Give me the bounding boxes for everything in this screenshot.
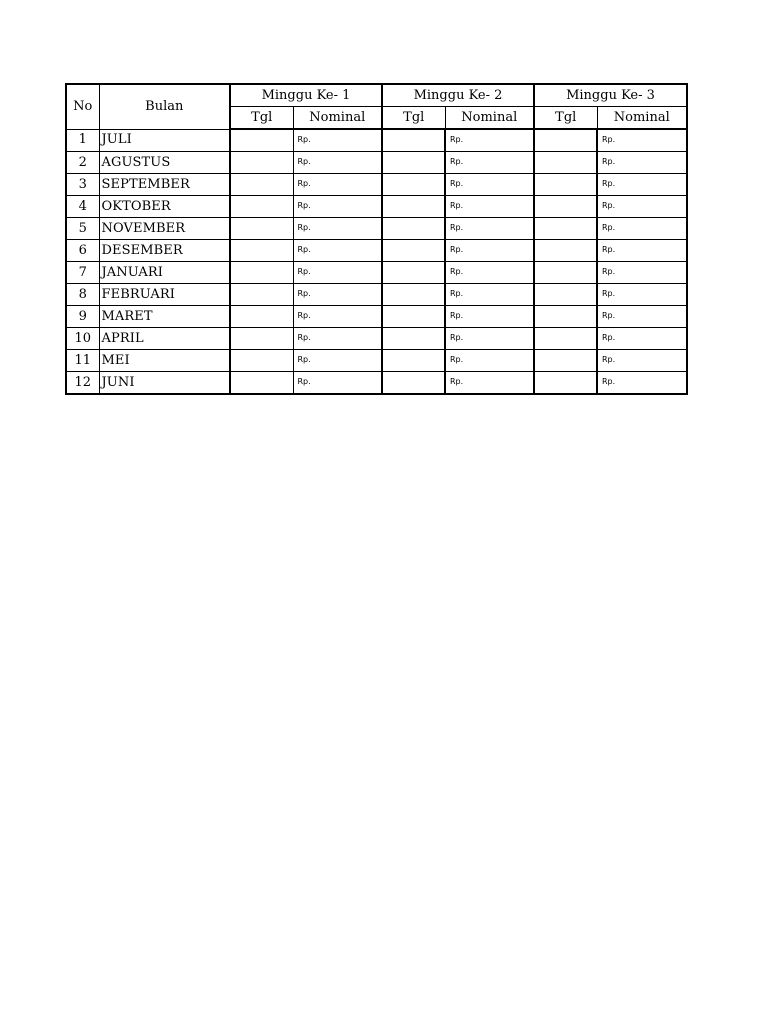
header-tgl-3: Tgl	[534, 107, 597, 130]
nominal-cell-week-2[interactable]	[445, 196, 534, 218]
nominal-cell-week-2[interactable]	[445, 328, 534, 350]
tgl-cell-week-3[interactable]	[534, 174, 597, 196]
tgl-cell-week-2[interactable]	[382, 284, 445, 306]
header-tgl-2: Tgl	[382, 107, 445, 130]
row-number: 9	[66, 306, 99, 328]
tgl-cell-week-1[interactable]	[230, 129, 293, 152]
currency-prefix: Rp.	[450, 245, 464, 254]
tgl-cell-week-1[interactable]	[230, 284, 293, 306]
nominal-cell-week-1[interactable]	[293, 174, 382, 196]
table-row	[66, 328, 687, 350]
nominal-cell-week-3[interactable]	[597, 196, 687, 218]
nominal-cell-week-2[interactable]	[445, 129, 534, 152]
header-no: No	[66, 84, 99, 129]
table-row	[66, 174, 687, 196]
nominal-cell-week-3[interactable]	[597, 218, 687, 240]
currency-prefix: Rp.	[297, 311, 311, 320]
currency-prefix: Rp.	[450, 267, 464, 276]
month-name: NOVEMBER	[99, 218, 230, 240]
currency-prefix: Rp.	[297, 179, 311, 188]
nominal-cell-week-1[interactable]	[293, 262, 382, 284]
nominal-cell-week-2[interactable]	[445, 152, 534, 174]
table-row	[66, 262, 687, 284]
currency-prefix: Rp.	[602, 201, 616, 210]
tgl-cell-week-1[interactable]	[230, 262, 293, 284]
nominal-cell-week-1[interactable]	[293, 129, 382, 152]
nominal-cell-week-3[interactable]	[597, 350, 687, 372]
table-row	[66, 350, 687, 372]
header-nominal-3: Nominal	[597, 107, 687, 130]
payment-sheet	[65, 83, 688, 395]
row-number: 8	[66, 284, 99, 306]
table-row	[66, 196, 687, 218]
nominal-cell-week-3[interactable]	[597, 284, 687, 306]
nominal-cell-week-3[interactable]	[597, 262, 687, 284]
tgl-cell-week-2[interactable]	[382, 152, 445, 174]
tgl-cell-week-2[interactable]	[382, 196, 445, 218]
tgl-cell-week-3[interactable]	[534, 306, 597, 328]
table-row	[66, 152, 687, 174]
tgl-cell-week-1[interactable]	[230, 218, 293, 240]
table-row	[66, 240, 687, 262]
nominal-cell-week-1[interactable]	[293, 306, 382, 328]
month-name: MEI	[99, 350, 230, 372]
currency-prefix: Rp.	[450, 311, 464, 320]
payment-table	[65, 83, 688, 395]
nominal-cell-week-1[interactable]	[293, 284, 382, 306]
tgl-cell-week-2[interactable]	[382, 218, 445, 240]
nominal-cell-week-3[interactable]	[597, 328, 687, 350]
tgl-cell-week-3[interactable]	[534, 262, 597, 284]
table-row	[66, 129, 687, 152]
tgl-cell-week-3[interactable]	[534, 372, 597, 395]
currency-prefix: Rp.	[602, 333, 616, 342]
nominal-cell-week-1[interactable]	[293, 152, 382, 174]
nominal-cell-week-1[interactable]	[293, 218, 382, 240]
month-name: OKTOBER	[99, 196, 230, 218]
nominal-cell-week-2[interactable]	[445, 372, 534, 395]
nominal-cell-week-2[interactable]	[445, 262, 534, 284]
currency-prefix: Rp.	[297, 377, 311, 386]
currency-prefix: Rp.	[602, 267, 616, 276]
header-week-2: Minggu Ke- 2	[382, 84, 534, 107]
currency-prefix: Rp.	[450, 223, 464, 232]
nominal-cell-week-3[interactable]	[597, 129, 687, 152]
header-nominal-1: Nominal	[293, 107, 382, 130]
tgl-cell-week-1[interactable]	[230, 328, 293, 350]
nominal-cell-week-2[interactable]	[445, 240, 534, 262]
tgl-cell-week-3[interactable]	[534, 284, 597, 306]
month-name: FEBRUARI	[99, 284, 230, 306]
row-number: 12	[66, 372, 99, 395]
row-number: 3	[66, 174, 99, 196]
month-name: JULI	[99, 129, 230, 152]
currency-prefix: Rp.	[297, 223, 311, 232]
currency-prefix: Rp.	[297, 135, 311, 144]
currency-prefix: Rp.	[450, 289, 464, 298]
currency-prefix: Rp.	[602, 245, 616, 254]
nominal-cell-week-3[interactable]	[597, 174, 687, 196]
currency-prefix: Rp.	[602, 355, 616, 364]
month-name: MARET	[99, 306, 230, 328]
row-number: 6	[66, 240, 99, 262]
month-name: JUNI	[99, 372, 230, 395]
nominal-cell-week-2[interactable]	[445, 284, 534, 306]
tgl-cell-week-2[interactable]	[382, 306, 445, 328]
tgl-cell-week-2[interactable]	[382, 129, 445, 152]
row-number: 10	[66, 328, 99, 350]
nominal-cell-week-2[interactable]	[445, 218, 534, 240]
header-tgl-1: Tgl	[230, 107, 293, 130]
currency-prefix: Rp.	[602, 179, 616, 188]
month-name: APRIL	[99, 328, 230, 350]
tgl-cell-week-1[interactable]	[230, 240, 293, 262]
tgl-cell-week-1[interactable]	[230, 306, 293, 328]
currency-prefix: Rp.	[297, 267, 311, 276]
currency-prefix: Rp.	[297, 289, 311, 298]
tgl-cell-week-3[interactable]	[534, 196, 597, 218]
tgl-cell-week-1[interactable]	[230, 196, 293, 218]
nominal-cell-week-2[interactable]	[445, 174, 534, 196]
table-row	[66, 218, 687, 240]
tgl-cell-week-1[interactable]	[230, 152, 293, 174]
nominal-cell-week-1[interactable]	[293, 196, 382, 218]
row-number: 7	[66, 262, 99, 284]
tgl-cell-week-2[interactable]	[382, 372, 445, 395]
currency-prefix: Rp.	[602, 377, 616, 386]
row-number: 1	[66, 129, 99, 152]
tgl-cell-week-3[interactable]	[534, 240, 597, 262]
currency-prefix: Rp.	[450, 333, 464, 342]
currency-prefix: Rp.	[297, 245, 311, 254]
currency-prefix: Rp.	[602, 135, 616, 144]
nominal-cell-week-3[interactable]	[597, 306, 687, 328]
tgl-cell-week-2[interactable]	[382, 350, 445, 372]
table-row	[66, 284, 687, 306]
currency-prefix: Rp.	[602, 289, 616, 298]
tgl-cell-week-3[interactable]	[534, 328, 597, 350]
tgl-cell-week-3[interactable]	[534, 152, 597, 174]
row-number: 5	[66, 218, 99, 240]
header-week-1: Minggu Ke- 1	[230, 84, 382, 107]
tgl-cell-week-3[interactable]	[534, 218, 597, 240]
currency-prefix: Rp.	[297, 201, 311, 210]
nominal-cell-week-3[interactable]	[597, 372, 687, 395]
tgl-cell-week-2[interactable]	[382, 174, 445, 196]
row-number: 2	[66, 152, 99, 174]
nominal-cell-week-1[interactable]	[293, 350, 382, 372]
currency-prefix: Rp.	[602, 311, 616, 320]
month-name: DESEMBER	[99, 240, 230, 262]
tgl-cell-week-1[interactable]	[230, 350, 293, 372]
currency-prefix: Rp.	[297, 333, 311, 342]
table-row	[66, 306, 687, 328]
row-number: 11	[66, 350, 99, 372]
currency-prefix: Rp.	[450, 201, 464, 210]
currency-prefix: Rp.	[450, 135, 464, 144]
nominal-cell-week-2[interactable]	[445, 306, 534, 328]
nominal-cell-week-1[interactable]	[293, 328, 382, 350]
nominal-cell-week-2[interactable]	[445, 350, 534, 372]
month-name: SEPTEMBER	[99, 174, 230, 196]
nominal-cell-week-1[interactable]	[293, 240, 382, 262]
table-body	[66, 129, 687, 394]
currency-prefix: Rp.	[450, 179, 464, 188]
month-name: JANUARI	[99, 262, 230, 284]
header-week-3: Minggu Ke- 3	[534, 84, 687, 107]
header-nominal-2: Nominal	[445, 107, 534, 130]
nominal-cell-week-1[interactable]	[293, 372, 382, 395]
currency-prefix: Rp.	[450, 377, 464, 386]
tgl-cell-week-2[interactable]	[382, 240, 445, 262]
tgl-cell-week-2[interactable]	[382, 262, 445, 284]
currency-prefix: Rp.	[450, 157, 464, 166]
nominal-cell-week-3[interactable]	[597, 152, 687, 174]
table-row	[66, 372, 687, 395]
tgl-cell-week-3[interactable]	[534, 350, 597, 372]
tgl-cell-week-3[interactable]	[534, 129, 597, 152]
currency-prefix: Rp.	[297, 355, 311, 364]
currency-prefix: Rp.	[602, 157, 616, 166]
tgl-cell-week-1[interactable]	[230, 174, 293, 196]
row-number: 4	[66, 196, 99, 218]
nominal-cell-week-3[interactable]	[597, 240, 687, 262]
header-row-top	[66, 84, 687, 107]
currency-prefix: Rp.	[602, 223, 616, 232]
month-name: AGUSTUS	[99, 152, 230, 174]
tgl-cell-week-1[interactable]	[230, 372, 293, 395]
currency-prefix: Rp.	[297, 157, 311, 166]
tgl-cell-week-2[interactable]	[382, 328, 445, 350]
header-bulan: Bulan	[99, 84, 230, 129]
currency-prefix: Rp.	[450, 355, 464, 364]
